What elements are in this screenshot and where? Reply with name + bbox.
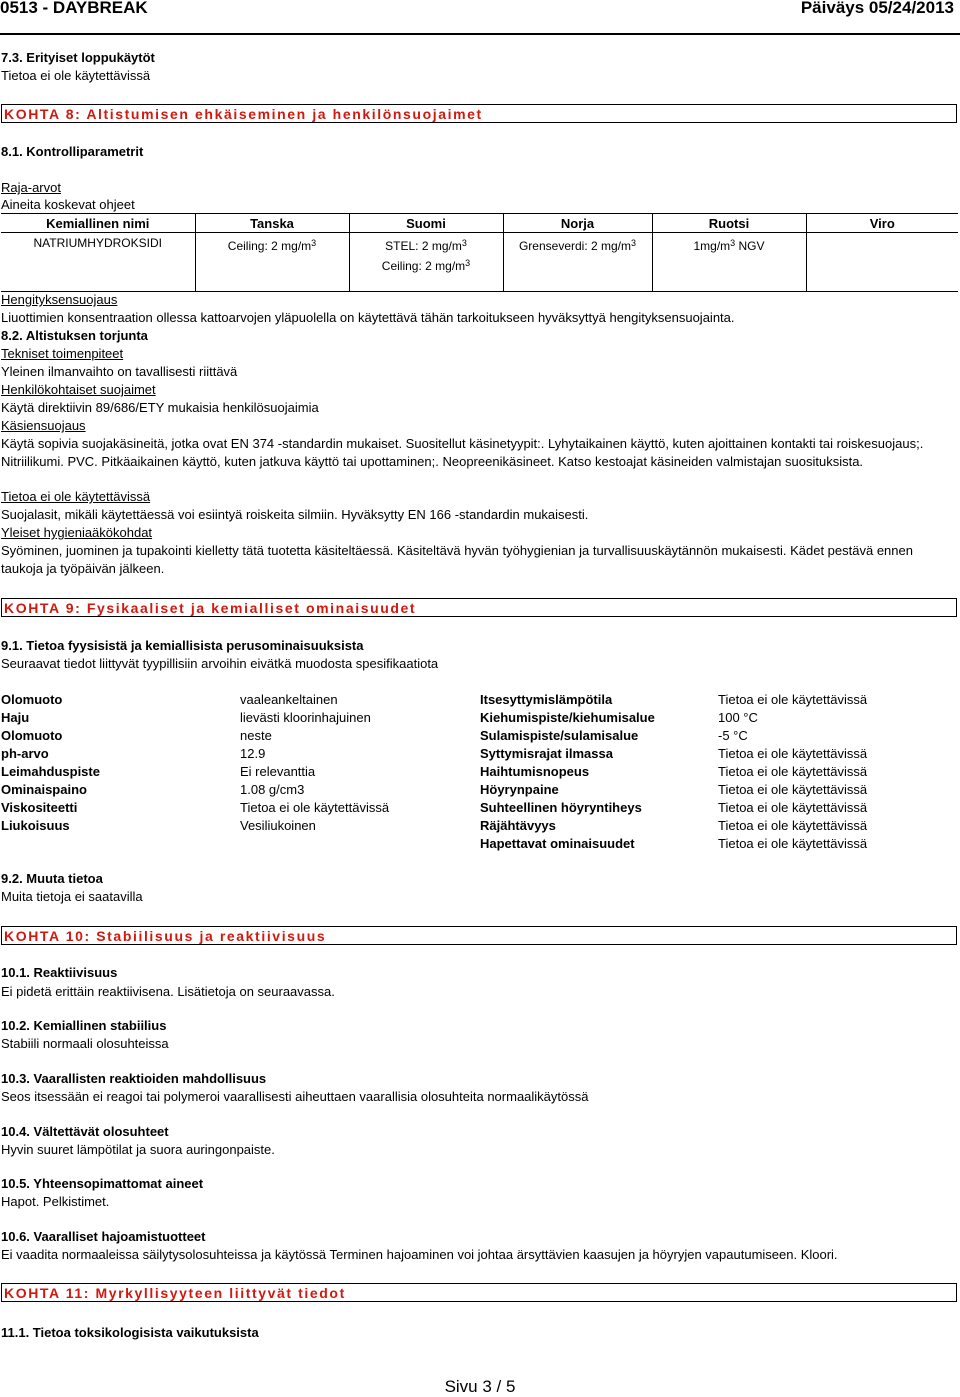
chemical-name-cell <box>1 233 195 292</box>
unit-exponent: 3 <box>311 238 317 248</box>
subsection-8-1-title: 8.1. Kontrolliparametrit <box>1 144 144 159</box>
property-value: Tietoa ei ole käytettävissä <box>718 746 868 761</box>
subsection-7-3-title: 7.3. Erityiset loppukäytöt <box>1 50 155 65</box>
property-label: Olomuoto <box>1 692 63 707</box>
table-row <box>1 728 958 746</box>
section-9-title: KOHTA 9: Fysikaaliset ja kemialliset ominaisuudet <box>4 600 417 616</box>
property-label: Kiehumispiste/kiehumisalue <box>480 710 655 725</box>
sweden-limit: 1mg/m <box>693 239 731 253</box>
property-value: -5 °C <box>718 728 748 743</box>
column-header: Kemiallinen nimi <box>1 214 195 233</box>
not-available-heading: Tietoa ei ole käytettävissä <box>1 489 151 504</box>
property-value: 12.9 <box>240 746 266 761</box>
estonia-cell <box>806 233 958 292</box>
subsection-9-1-intro: Seuraavat tiedot liittyvät tyypillisiin arvoihin eivätkä muodosta spesifikaatiota <box>1 656 439 671</box>
section-8-header <box>1 104 957 123</box>
hand-protection-text: Käytä sopivia suojakäsineitä, jotka ovat EN 374 -standardin mukaiset. Suositellut käsinetyypit:. Lyhytaikainen käyttö, kuten ajoittainen kontakti tai roiskesuojaus;. Nitriilikumi. PVC. Pitkäaikainen käyttö, kuten jatkuva käyttö tai upottaminen;. Neopreenikäsineet. Katso kestoajat käsineiden valmistajan suosituksista. <box>1 436 924 469</box>
respiratory-text: Liuottimien konsentraation ollessa kattoarvojen yläpuolella on käytettävä tähän tarkoitukseen hyväksyttyä hengityksensuojainta. <box>1 310 735 325</box>
subsection-10-2-text: Stabiili normaali olosuhteissa <box>1 1036 169 1051</box>
column-header: Tanska <box>195 214 349 233</box>
section-9-header <box>1 598 957 617</box>
section-8-title: KOHTA 8: Altistumisen ehkäiseminen ja henkilönsuojaimet <box>4 106 483 122</box>
subsection-10-2-title: 10.2. Kemiallinen stabiilius <box>1 1018 167 1033</box>
unit-exponent: 3 <box>465 258 471 268</box>
eye-protection-text: Suojalasit, mikäli käytettäessä voi esiintyä roiskeita silmiin. Hyväksytty EN 166 -standardin mukaisesti. <box>1 507 589 522</box>
finland-ceiling: Ceiling: 2 mg/m <box>381 259 466 273</box>
subsection-10-3-title: 10.3. Vaarallisten reaktioiden mahdollisuus <box>1 1071 267 1086</box>
property-label: Liukoisuus <box>1 818 70 833</box>
property-label: Olomuoto <box>1 728 63 743</box>
table-row <box>1 818 958 836</box>
document-date: Päiväys 05/24/2013 <box>800 0 954 17</box>
property-value: neste <box>240 728 272 743</box>
subsection-10-1-text: Ei pidetä erittäin reaktiivisena. Lisätietoja on seuraavassa. <box>1 984 335 999</box>
hygiene-heading: Yleiset hygieniaäkökohdat <box>1 525 153 540</box>
property-value: Tietoa ei ole käytettävissä <box>718 818 868 833</box>
subsection-11-1-title: 11.1. Tietoa toksikologisista vaikutuksista <box>1 1325 259 1340</box>
property-label: Viskositeetti <box>1 800 78 815</box>
ppe-text: Käytä direktiivin 89/686/ETY mukaisia henkilösuojaimia <box>1 400 319 415</box>
properties-grid <box>1 692 958 854</box>
property-label: Räjähtävyys <box>480 818 556 833</box>
property-label: Leimahduspiste <box>1 764 100 779</box>
section-11-title: KOHTA 11: Myrkyllisyyteen liittyvät tiedot <box>4 1285 346 1301</box>
unit-exponent: 3 <box>631 238 637 248</box>
property-value: Tietoa ei ole käytettävissä <box>718 782 868 797</box>
property-label: Suhteellinen höyryntiheys <box>480 800 642 815</box>
denmark-cell <box>195 233 349 292</box>
unit-exponent: 3 <box>461 238 467 248</box>
denmark-limit: Ceiling: 2 mg/m <box>227 239 312 253</box>
property-label: Haihtumisnopeus <box>480 764 590 779</box>
hygiene-text: Syöminen, juominen ja tupakointi kielletty tätä tuotetta käsiteltäessä. Käsiteltävä hyvän työhygienian ja turvallisuuskäytännön mukaisesti. Kädet pestävä ennen taukoja ja työpäivän jälkeen. <box>1 543 913 576</box>
property-value: Tietoa ei ole käytettävissä <box>718 800 868 815</box>
norway-cell <box>503 233 652 292</box>
property-value: Ei relevanttia <box>240 764 316 779</box>
column-header: Suomi <box>349 214 503 233</box>
section-11-header <box>1 1283 957 1302</box>
unit-exponent: 3 <box>730 238 736 248</box>
table-row <box>1 782 958 800</box>
table-row <box>1 764 958 782</box>
table-header-row <box>1 214 958 233</box>
property-value: Tietoa ei ole käytettävissä <box>718 764 868 779</box>
table-row <box>1 836 958 854</box>
property-value: 1.08 g/cm3 <box>240 782 305 797</box>
property-label: Ominaispaino <box>1 782 87 797</box>
subsection-10-3-text: Seos itsessään ei reagoi tai polymeroi vaarallisesti aiheuttaen vaarallisia olosuhteita normaalikäytössä <box>1 1089 589 1104</box>
technical-measures-heading: Tekniset toimenpiteet <box>1 346 124 361</box>
table-row <box>1 710 958 728</box>
hand-protection-heading: Käsiensuojaus <box>1 418 86 433</box>
table-row <box>1 800 958 818</box>
ppe-heading: Henkilökohtaiset suojaimet <box>1 382 156 397</box>
subsection-9-1-title: 9.1. Tietoa fyysisistä ja kemiallisista perusominaisuuksista <box>1 638 364 653</box>
subsection-10-1-title: 10.1. Reaktiivisuus <box>1 965 118 980</box>
property-value: lievästi kloorinhajuinen <box>240 710 371 725</box>
property-value: Tietoa ei ole käytettävissä <box>718 692 868 707</box>
sweden-limit-suffix: NGV <box>735 239 765 253</box>
table-row <box>1 746 958 764</box>
finland-cell <box>349 233 503 292</box>
subsection-10-4-text: Hyvin suuret lämpötilat ja suora auringonpaiste. <box>1 1142 275 1157</box>
section-10-title: KOHTA 10: Stabiilisuus ja reaktiivisuus <box>4 928 327 944</box>
column-header: Norja <box>503 214 652 233</box>
property-label: ph-arvo <box>1 746 49 761</box>
table-row <box>1 233 958 292</box>
subsection-9-2-title: 9.2. Muuta tietoa <box>1 871 103 886</box>
page-header <box>0 0 960 20</box>
product-name: 0513 - DAYBREAK <box>0 0 148 17</box>
subsection-10-6-text: Ei vaadita normaaleissa säilytysolosuhteissa ja käytössä Terminen hajoaminen voi johtaa ärsyttävien kaasujen ja höyryjen vapautumiseen. Kloori. <box>1 1247 838 1262</box>
property-value: 100 °C <box>718 710 758 725</box>
header-divider <box>0 33 960 35</box>
finland-stel: STEL: 2 mg/m <box>385 239 462 253</box>
sweden-cell <box>652 233 806 292</box>
subsection-10-5-title: 10.5. Yhteensopimattomat aineet <box>1 1176 204 1191</box>
subsection-10-4-title: 10.4. Vältettävät olosuhteet <box>1 1124 169 1139</box>
property-value: Tietoa ei ole käytettävissä <box>718 836 868 851</box>
property-label: Syttymisrajat ilmassa <box>480 746 613 761</box>
property-value: Vesiliukoinen <box>240 818 316 833</box>
property-label: Haju <box>1 710 30 725</box>
property-value: vaaleankeltainen <box>240 692 338 707</box>
property-label: Itsesyttymislämpötila <box>480 692 613 707</box>
limits-note: Aineita koskevat ohjeet <box>1 197 135 212</box>
subsection-9-2-text: Muita tietoja ei saatavilla <box>1 889 143 904</box>
property-label: Sulamispiste/sulamisalue <box>480 728 639 743</box>
section-10-header <box>1 926 957 945</box>
subsection-10-6-title: 10.6. Vaaralliset hajoamistuotteet <box>1 1229 206 1244</box>
subsection-7-3-text: Tietoa ei ole käytettävissä <box>1 68 151 83</box>
table-row <box>1 692 958 710</box>
respiratory-heading: Hengityksensuojaus <box>1 292 118 307</box>
limits-heading: Raja-arvot <box>1 180 61 195</box>
property-label: Hapettavat ominaisuudet <box>480 836 635 851</box>
exposure-limits-table <box>1 213 958 292</box>
subsection-10-5-text: Hapot. Pelkistimet. <box>1 1194 110 1209</box>
technical-measures-text: Yleinen ilmanvaihto on tavallisesti riittävä <box>1 364 238 379</box>
chemical-name: NATRIUMHYDROKSIDI <box>33 236 162 250</box>
property-label: Höyrynpaine <box>480 782 559 797</box>
page-number: Sivu 3 / 5 <box>444 1377 516 1396</box>
subsection-8-2-title: 8.2. Altistuksen torjunta <box>1 328 148 343</box>
column-header: Ruotsi <box>652 214 806 233</box>
norway-limit: Grenseverdi: 2 mg/m <box>518 239 632 253</box>
column-header: Viro <box>806 214 958 233</box>
property-value: Tietoa ei ole käytettävissä <box>240 800 390 815</box>
